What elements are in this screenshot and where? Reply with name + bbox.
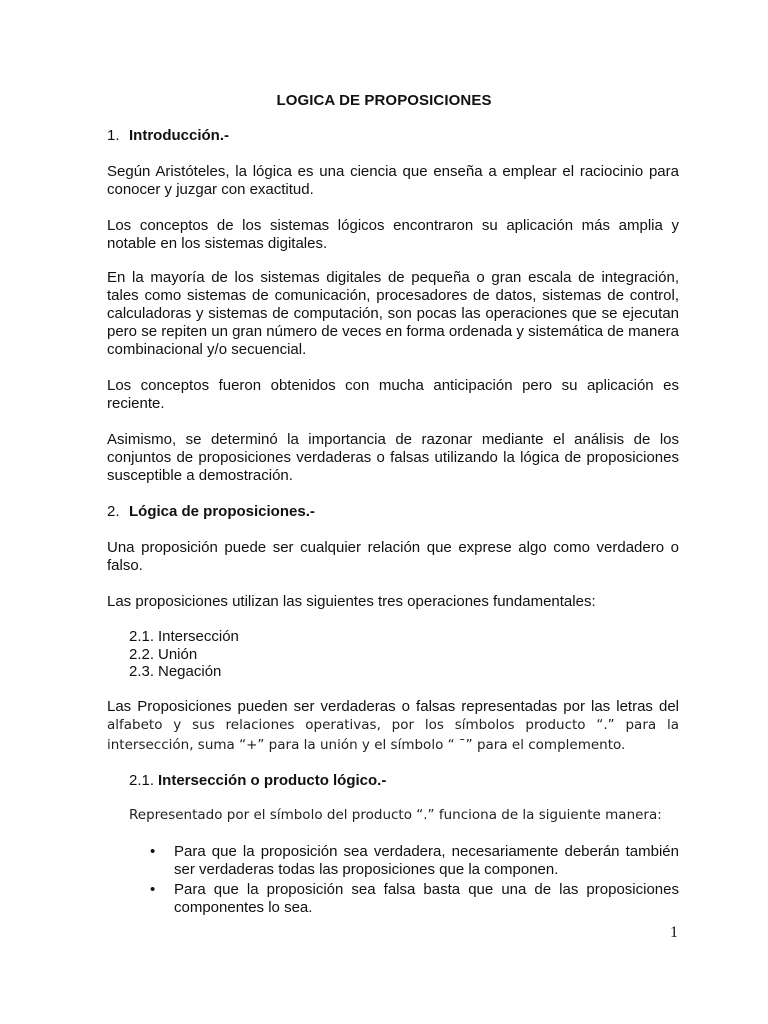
subsection-intro: Representado por el símbolo del producto “.” funciona de la siguiente manera: xyxy=(129,807,662,823)
bullet-icon: • xyxy=(150,881,156,898)
operation-item xyxy=(129,628,239,646)
operation-number: 2.3. xyxy=(129,663,155,680)
operation-label: Intersección xyxy=(158,628,239,645)
representation-line-2: alfabeto y sus relaciones operativas, por los símbolos producto “.” para la xyxy=(107,717,679,733)
operation-item xyxy=(129,646,197,664)
bullet-text: Para que la proposición sea verdadera, necesariamente deberán también ser verdaderas todas las proposiciones que la componen. xyxy=(174,843,679,878)
section-2-number: 2. xyxy=(107,503,120,520)
intro-paragraph-2: Los conceptos de los sistemas lógicos encontraron su aplicación más amplia y notable en los sistemas digitales. xyxy=(107,217,679,252)
operation-item xyxy=(129,663,221,681)
operation-label: Unión xyxy=(158,646,198,663)
section-2-paragraph-2: Las proposiciones utilizan las siguientes tres operaciones fundamentales: xyxy=(107,593,596,610)
representation-line-1: Las Proposiciones pueden ser verdaderas o falsas representadas por las letras del xyxy=(107,698,679,715)
section-1-heading xyxy=(107,127,229,145)
list-item xyxy=(150,881,679,917)
list-item xyxy=(150,843,679,879)
intro-paragraph-3: En la mayoría de los sistemas digitales de pequeña o gran escala de integración, tales como sistemas de comunicación, procesadores de datos, sistemas de control, calculadoras y sistemas de computación, son pocas las operaciones que se ejecutan pero se repiten un gran número de veces en forma ordenada y sistemática de manera combinacional y/o secuencial. xyxy=(107,269,679,358)
section-1-number: 1. xyxy=(107,127,120,144)
page-number: 1 xyxy=(670,924,678,941)
intro-paragraph-5: Asimismo, se determinó la importancia de razonar mediante el análisis de los conjuntos de proposiciones verdaderas o falsas utilizando la lógica de proposiciones susceptible a demostración. xyxy=(107,431,679,484)
operation-number: 2.1. xyxy=(129,628,155,645)
section-1-title: Introducción.- xyxy=(129,127,229,144)
section-2-heading xyxy=(107,503,315,521)
intro-paragraph-4: Los conceptos fueron obtenidos con mucha anticipación pero su aplicación es reciente. xyxy=(107,377,679,412)
subsection-title: Intersección o producto lógico.- xyxy=(158,772,387,789)
document-title: LOGICA DE PROPOSICIONES xyxy=(276,92,492,109)
subsection-2-1-heading xyxy=(129,772,386,790)
section-2-paragraph-1: Una proposición puede ser cualquier relación que exprese algo como verdadero o falso. xyxy=(107,539,679,574)
bullet-text: Para que la proposición sea falsa basta que una de las proposiciones componentes lo sea. xyxy=(174,881,679,916)
intro-paragraph-1: Según Aristóteles, la lógica es una ciencia que enseña a emplear el raciocinio para conocer y juzgar con exactitud. xyxy=(107,163,679,198)
section-2-title: Lógica de proposiciones.- xyxy=(129,503,315,520)
bullet-icon: • xyxy=(150,843,156,860)
operation-number: 2.2. xyxy=(129,646,155,663)
operation-label: Negación xyxy=(158,663,222,680)
bullet-list xyxy=(150,843,679,919)
subsection-number: 2.1. xyxy=(129,772,155,789)
representation-line-3: intersección, suma “+” para la unión y el símbolo “ ¯” para el complemento. xyxy=(107,737,626,753)
